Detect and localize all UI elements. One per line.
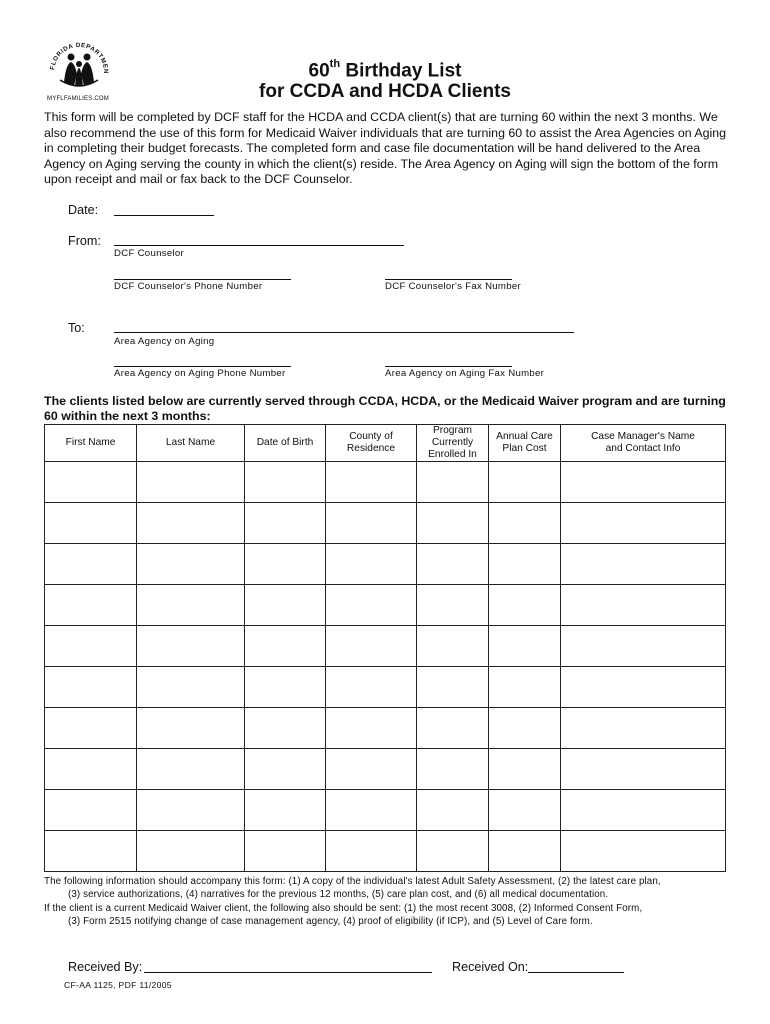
- table-cell[interactable]: [45, 503, 137, 544]
- table-cell[interactable]: [489, 503, 561, 544]
- table-cell[interactable]: [245, 831, 326, 872]
- table-cell[interactable]: [489, 626, 561, 667]
- table-row: [45, 626, 726, 667]
- table-cell[interactable]: [45, 831, 137, 872]
- received-by-field[interactable]: [144, 972, 432, 973]
- notes: [44, 876, 734, 928]
- table-row: [45, 503, 726, 544]
- table-cell[interactable]: [245, 667, 326, 708]
- clients-heading: The clients listed below are currently served through CCDA, HCDA, or the Medicaid Waiver program and are turning 60 within the next 3 months:: [44, 394, 726, 423]
- aaa-fax-caption: Area Agency on Aging Fax Number: [385, 368, 545, 379]
- table-cell[interactable]: [326, 503, 417, 544]
- table-cell[interactable]: [245, 544, 326, 585]
- title-text: Birthday List: [340, 60, 462, 82]
- table-cell[interactable]: [417, 667, 489, 708]
- clients-table: [44, 424, 726, 872]
- page-subtitle: for CCDA and HCDA Clients: [259, 81, 511, 102]
- table-cell[interactable]: [45, 708, 137, 749]
- col-annual-cost: Annual Care Plan Cost: [489, 425, 561, 462]
- table-row: [45, 749, 726, 790]
- table-cell[interactable]: [45, 749, 137, 790]
- col-first-name: First Name: [45, 425, 137, 462]
- table-cell[interactable]: [489, 585, 561, 626]
- table-cell[interactable]: [417, 708, 489, 749]
- table-row: [45, 708, 726, 749]
- table-cell[interactable]: [489, 708, 561, 749]
- table-cell[interactable]: [137, 626, 245, 667]
- aaa-phone-caption: Area Agency on Aging Phone Number: [114, 368, 286, 379]
- table-header-row: [45, 425, 726, 462]
- table-cell[interactable]: [245, 749, 326, 790]
- dcf-phone-caption: DCF Counselor's Phone Number: [114, 281, 263, 292]
- to-label: To:: [68, 321, 85, 335]
- table-cell[interactable]: [417, 626, 489, 667]
- table-row: [45, 585, 726, 626]
- table-cell[interactable]: [326, 708, 417, 749]
- table-cell[interactable]: [561, 462, 726, 503]
- table-cell[interactable]: [245, 626, 326, 667]
- table-cell[interactable]: [137, 667, 245, 708]
- table-row: [45, 790, 726, 831]
- intro-paragraph: This form will be completed by DCF staff for the HCDA and CCDA client(s) that are turning 60 within the next 3 months. We also recommend the use of this form for Medicaid Waiver individuals that are turning 60 to assist the Area Agencies on Aging in completing their budget forecasts. The completed form and case file documentation will be hand delivered to the Area Agency on Aging serving the county in which the client(s) reside. The Area Agency on Aging will sign the bottom of the form upon receipt and mail or fax back to the DCF Counselor.: [44, 110, 727, 186]
- table-cell[interactable]: [326, 626, 417, 667]
- table-cell[interactable]: [561, 585, 726, 626]
- title-superscript: th: [329, 58, 341, 70]
- table-cell[interactable]: [561, 790, 726, 831]
- dcf-counselor-caption: DCF Counselor: [114, 248, 185, 259]
- table-cell[interactable]: [561, 831, 726, 872]
- table-cell[interactable]: [245, 708, 326, 749]
- table-cell[interactable]: [417, 503, 489, 544]
- table-cell[interactable]: [245, 585, 326, 626]
- table-cell[interactable]: [561, 544, 726, 585]
- table-cell[interactable]: [137, 585, 245, 626]
- table-cell[interactable]: [489, 749, 561, 790]
- dcf-counselor-field[interactable]: [114, 245, 404, 246]
- note-2: If the client is a current Medicaid Waiver client, the following also should be sent: (1) the most recent 3008, (2) Informed Consent Form,: [44, 903, 643, 914]
- table-cell[interactable]: [326, 462, 417, 503]
- received-on-label: Received On:: [452, 960, 529, 974]
- aaa-phone-field[interactable]: [114, 366, 291, 367]
- logo-url: MYFLFAMILIES.COM: [47, 96, 109, 102]
- aaa-caption: Area Agency on Aging: [114, 336, 215, 347]
- received-by-label: Received By:: [68, 960, 143, 974]
- col-program: Program Currently Enrolled In: [417, 425, 489, 462]
- table-cell[interactable]: [137, 790, 245, 831]
- table-cell[interactable]: [45, 790, 137, 831]
- from-label: From:: [68, 234, 101, 248]
- table-cell[interactable]: [45, 667, 137, 708]
- page-title: [0, 54, 770, 83]
- table-cell[interactable]: [245, 790, 326, 831]
- table-cell[interactable]: [417, 831, 489, 872]
- table-row: [45, 831, 726, 872]
- table-cell[interactable]: [561, 749, 726, 790]
- table-cell[interactable]: [326, 585, 417, 626]
- note-1-cont: (3) service authorizations, (4) narratives for the previous 12 months, (5) care plan cost, and (6) all medical documentation.: [68, 888, 609, 900]
- table-cell[interactable]: [45, 626, 137, 667]
- table-row: [45, 462, 726, 503]
- table-cell[interactable]: [417, 462, 489, 503]
- table-cell[interactable]: [561, 667, 726, 708]
- table-cell[interactable]: [137, 749, 245, 790]
- table-cell[interactable]: [417, 585, 489, 626]
- table-cell[interactable]: [245, 503, 326, 544]
- table-cell[interactable]: [45, 462, 137, 503]
- date-field[interactable]: [114, 215, 214, 216]
- table-cell[interactable]: [417, 790, 489, 831]
- table-cell[interactable]: [137, 503, 245, 544]
- form-id: CF-AA 1125, PDF 11/2005: [64, 980, 172, 990]
- note-1: The following information should accompany this form: (1) A copy of the individual's latest Adult Safety Assessment, (2) the latest care plan,: [44, 876, 661, 887]
- table-cell[interactable]: [417, 544, 489, 585]
- table-cell[interactable]: [45, 585, 137, 626]
- col-county: County of Residence: [326, 425, 417, 462]
- col-date-of-birth: Date of Birth: [245, 425, 326, 462]
- date-label: Date:: [68, 203, 99, 217]
- table-cell[interactable]: [137, 831, 245, 872]
- table-cell[interactable]: [417, 749, 489, 790]
- table-cell[interactable]: [489, 831, 561, 872]
- logo-ring-text: FLORIDA DEPARTMEN: [49, 41, 110, 75]
- table-cell[interactable]: [561, 503, 726, 544]
- title-number: 60: [308, 60, 330, 82]
- table-cell[interactable]: [561, 626, 726, 667]
- aaa-field[interactable]: [114, 332, 574, 333]
- aaa-fax-field[interactable]: [385, 366, 512, 367]
- dcf-fax-field[interactable]: [385, 279, 512, 280]
- table-cell[interactable]: [489, 544, 561, 585]
- table-cell[interactable]: [137, 544, 245, 585]
- dcf-phone-field[interactable]: [114, 279, 291, 280]
- dcf-fax-caption: DCF Counselor's Fax Number: [385, 281, 521, 292]
- table-cell[interactable]: [326, 831, 417, 872]
- note-2-cont: (3) Form 2515 notifying change of case management agency, (4) proof of eligibility (if ICP), and (5) Level of Care form.: [68, 915, 593, 927]
- table-cell[interactable]: [489, 667, 561, 708]
- table-cell[interactable]: [137, 708, 245, 749]
- table-cell[interactable]: [137, 462, 245, 503]
- table-row: [45, 544, 726, 585]
- table-cell[interactable]: [489, 462, 561, 503]
- table-cell[interactable]: [489, 790, 561, 831]
- table-cell[interactable]: [561, 708, 726, 749]
- table-cell[interactable]: [326, 667, 417, 708]
- col-last-name: Last Name: [137, 425, 245, 462]
- col-case-manager: Case Manager's Name and Contact Info: [561, 425, 726, 462]
- table-cell[interactable]: [326, 790, 417, 831]
- table-cell[interactable]: [45, 544, 137, 585]
- received-on-field[interactable]: [528, 972, 624, 973]
- table-cell[interactable]: [326, 544, 417, 585]
- table-row: [45, 667, 726, 708]
- table-cell[interactable]: [245, 462, 326, 503]
- table-cell[interactable]: [326, 749, 417, 790]
